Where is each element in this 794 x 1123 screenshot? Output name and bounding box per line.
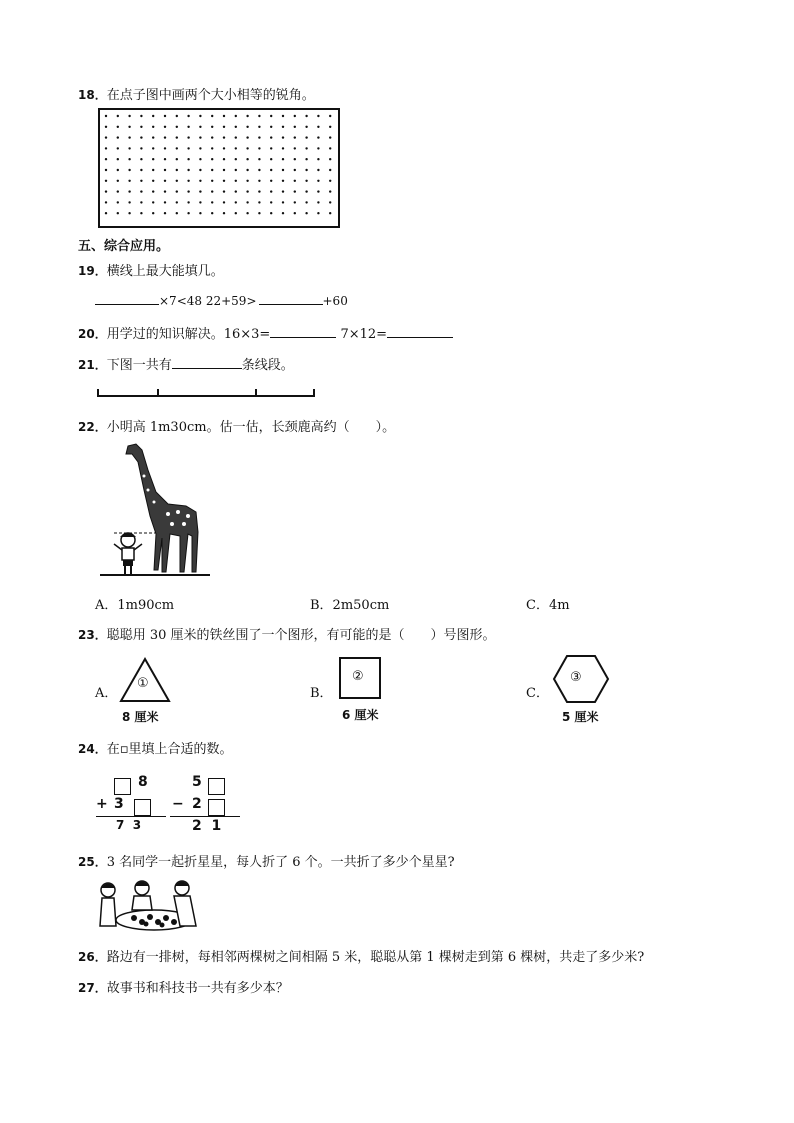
answer-box[interactable] [134, 799, 151, 816]
question-text: 横线上最大能填几。 [106, 264, 224, 279]
question-number: 21． [78, 358, 107, 372]
addition-vertical [96, 772, 166, 836]
answer-box[interactable] [114, 778, 131, 795]
grid-dot[interactable] [305, 158, 307, 160]
grid-dot[interactable] [164, 126, 166, 128]
shape-side-label: 8 厘米 [122, 710, 159, 724]
shape-mark: ② [352, 669, 364, 684]
grid-dot[interactable] [152, 126, 154, 128]
grid-dot[interactable] [270, 201, 272, 203]
grid-dot[interactable] [117, 158, 119, 160]
grid-dot[interactable] [235, 158, 237, 160]
grid-dot[interactable] [317, 212, 319, 214]
question-number: 18． [78, 88, 107, 102]
grid-dot[interactable] [152, 147, 154, 149]
grid-dot[interactable] [140, 136, 142, 138]
grid-dot[interactable] [223, 169, 225, 171]
sum-line [96, 816, 166, 817]
grid-dot[interactable] [246, 136, 248, 138]
grid-dot[interactable] [294, 147, 296, 149]
grid-dot[interactable] [282, 115, 284, 117]
grid-dot[interactable] [258, 169, 260, 171]
grid-dot[interactable] [187, 158, 189, 160]
grid-dot[interactable] [117, 126, 119, 128]
grid-dot[interactable] [199, 169, 201, 171]
grid-dot[interactable] [282, 190, 284, 192]
grid-dot[interactable] [329, 212, 331, 214]
grid-dot[interactable] [164, 190, 166, 192]
grid-dot[interactable] [176, 180, 178, 182]
grid-dot[interactable] [105, 115, 107, 117]
grid-dot[interactable] [187, 212, 189, 214]
q19-expressions [95, 292, 348, 308]
grid-dot[interactable] [305, 212, 307, 214]
grid-dot[interactable] [117, 180, 119, 182]
grid-dot[interactable] [140, 169, 142, 171]
grid-dot[interactable] [176, 212, 178, 214]
expr-2: 22+59> [205, 294, 257, 308]
grid-dot[interactable] [187, 126, 189, 128]
grid-dot[interactable] [282, 201, 284, 203]
grid-dot[interactable] [105, 212, 107, 214]
grid-dot[interactable] [329, 169, 331, 171]
grid-dot[interactable] [176, 147, 178, 149]
grid-dot[interactable] [235, 212, 237, 214]
question-24 [78, 738, 233, 757]
question-text: 下图一共有 [106, 358, 172, 373]
grid-dot[interactable] [282, 136, 284, 138]
grid-dot[interactable] [176, 136, 178, 138]
grid-dot[interactable] [223, 147, 225, 149]
question-21 [78, 354, 294, 373]
grid-dot[interactable] [211, 201, 213, 203]
grid-dot[interactable] [305, 115, 307, 117]
grid-dot[interactable] [164, 180, 166, 182]
grid-dot[interactable] [282, 158, 284, 160]
grid-dot[interactable] [305, 147, 307, 149]
grid-dot[interactable] [211, 190, 213, 192]
grid-dot[interactable] [128, 169, 130, 171]
grid-dot[interactable] [187, 169, 189, 171]
grid-dot[interactable] [282, 180, 284, 182]
grid-dot[interactable] [211, 180, 213, 182]
option-c-letter[interactable]: C． [526, 686, 549, 701]
grid-dot[interactable] [329, 158, 331, 160]
grid-dot[interactable] [223, 126, 225, 128]
grid-dot[interactable] [152, 158, 154, 160]
grid-dot[interactable] [176, 190, 178, 192]
grid-dot[interactable] [187, 136, 189, 138]
operator: + [96, 796, 108, 812]
grid-dot[interactable] [305, 136, 307, 138]
grid-dot[interactable] [294, 201, 296, 203]
question-text: 小明高 1m30cm。估一估，长颈鹿高约（ ）。 [106, 420, 396, 435]
question-text: 在▫里填上合适的数。 [106, 742, 233, 757]
grid-dot[interactable] [152, 115, 154, 117]
grid-dot[interactable] [246, 115, 248, 117]
grid-dot[interactable] [223, 115, 225, 117]
question-text: 路边有一排树，每相邻两棵树之间相隔 5 米，聪聪从第 1 棵树走到第 6 棵树，共走了多少米? [106, 950, 645, 965]
question-number: 27． [78, 981, 107, 995]
grid-dot[interactable] [187, 201, 189, 203]
answer-box[interactable] [208, 799, 225, 816]
grid-dot[interactable] [235, 180, 237, 182]
grid-dot[interactable] [187, 180, 189, 182]
digit: 8 [138, 774, 148, 790]
grid-dot[interactable] [270, 115, 272, 117]
grid-dot[interactable] [128, 115, 130, 117]
grid-dot[interactable] [294, 169, 296, 171]
grid-dot[interactable] [246, 169, 248, 171]
subtraction-vertical [170, 772, 240, 836]
grid-dot[interactable] [140, 190, 142, 192]
grid-dot[interactable] [317, 201, 319, 203]
grid-dot[interactable] [164, 212, 166, 214]
grid-dot[interactable] [199, 126, 201, 128]
grid-dot[interactable] [258, 180, 260, 182]
grid-dot[interactable] [117, 190, 119, 192]
grid-dot[interactable] [270, 212, 272, 214]
grid-dot[interactable] [128, 126, 130, 128]
grid-dot[interactable] [128, 201, 130, 203]
shape-mark: ③ [570, 670, 582, 685]
grid-dot[interactable] [152, 136, 154, 138]
grid-dot[interactable] [329, 201, 331, 203]
grid-dot[interactable] [223, 190, 225, 192]
option-b-letter[interactable]: B． [310, 686, 333, 701]
shape-side-label: 5 厘米 [562, 710, 599, 724]
line-segments-figure [96, 386, 318, 400]
grid-dot[interactable] [270, 180, 272, 182]
grid-dot[interactable] [187, 115, 189, 117]
grid-dot[interactable] [223, 201, 225, 203]
answer-box[interactable] [208, 778, 225, 795]
answer-blank[interactable] [95, 292, 159, 305]
grid-dot[interactable] [140, 201, 142, 203]
question-number: 23． [78, 628, 107, 642]
grid-dot[interactable] [294, 190, 296, 192]
grid-dot[interactable] [164, 136, 166, 138]
grid-dot[interactable] [258, 158, 260, 160]
grid-dot[interactable] [246, 190, 248, 192]
question-text: 在点子图中画两个大小相等的锐角。 [106, 88, 315, 103]
grid-dot[interactable] [105, 136, 107, 138]
section-title: 五、综合应用。 [78, 239, 170, 254]
grid-dot[interactable] [105, 169, 107, 171]
grid-dot[interactable] [164, 115, 166, 117]
grid-dot[interactable] [105, 126, 107, 128]
grid-dot[interactable] [282, 126, 284, 128]
grid-dot[interactable] [270, 126, 272, 128]
grid-dot[interactable] [117, 201, 119, 203]
result: 7 3 [116, 818, 142, 832]
grid-dot[interactable] [140, 147, 142, 149]
question-number: 24． [78, 742, 107, 756]
question-18 [78, 84, 315, 103]
grid-dot[interactable] [258, 201, 260, 203]
grid-dot[interactable] [294, 212, 296, 214]
grid-dot[interactable] [317, 180, 319, 182]
grid-dot[interactable] [258, 190, 260, 192]
grid-dot[interactable] [117, 212, 119, 214]
grid-dot[interactable] [164, 169, 166, 171]
grid-dot[interactable] [317, 169, 319, 171]
question-text: 条线段。 [241, 358, 294, 373]
question-22 [78, 416, 395, 435]
grid-dot[interactable] [235, 115, 237, 117]
question-number: 22． [78, 420, 107, 434]
grid-dot[interactable] [294, 115, 296, 117]
grid-dot[interactable] [105, 147, 107, 149]
grid-dot[interactable] [294, 158, 296, 160]
grid-dot[interactable] [305, 201, 307, 203]
grid-dot[interactable] [211, 212, 213, 214]
question-19 [78, 260, 224, 279]
grid-dot[interactable] [128, 180, 130, 182]
grid-dot[interactable] [117, 115, 119, 117]
grid-dot[interactable] [105, 201, 107, 203]
grid-dot[interactable] [235, 126, 237, 128]
expr-1: ×7<48 [159, 294, 203, 308]
grid-dot[interactable] [199, 212, 201, 214]
grid-dot[interactable] [246, 201, 248, 203]
grid-dot[interactable] [176, 169, 178, 171]
grid-dot[interactable] [235, 169, 237, 171]
option-a[interactable]: A．1m90cm [95, 598, 175, 613]
grid-dot[interactable] [223, 212, 225, 214]
question-number: 20． [78, 327, 107, 341]
grid-dot[interactable] [211, 169, 213, 171]
grid-dot[interactable] [258, 126, 260, 128]
grid-dot[interactable] [270, 147, 272, 149]
grid-dot[interactable] [305, 180, 307, 182]
question-25 [78, 851, 455, 870]
grid-dot[interactable] [187, 147, 189, 149]
grid-dot[interactable] [270, 136, 272, 138]
grid-dot[interactable] [187, 190, 189, 192]
grid-dot[interactable] [176, 115, 178, 117]
grid-dot[interactable] [199, 158, 201, 160]
grid-dot[interactable] [164, 201, 166, 203]
grid-dot[interactable] [199, 147, 201, 149]
grid-dot[interactable] [294, 180, 296, 182]
grid-dot[interactable] [211, 158, 213, 160]
digit: 2 [192, 796, 202, 812]
answer-blank[interactable] [387, 325, 453, 338]
question-text-mid: 7×12= [336, 327, 388, 342]
grid-dot[interactable] [258, 147, 260, 149]
grid-dot[interactable] [152, 169, 154, 171]
grid-dot[interactable] [140, 180, 142, 182]
grid-dot[interactable] [270, 190, 272, 192]
grid-dot[interactable] [282, 169, 284, 171]
answer-blank[interactable] [270, 325, 336, 338]
grid-dot[interactable] [317, 126, 319, 128]
shape-mark: ① [137, 676, 149, 691]
grid-dot[interactable] [152, 212, 154, 214]
grid-dot[interactable] [128, 190, 130, 192]
option-b[interactable]: B．2m50cm [310, 598, 390, 613]
grid-dot[interactable] [294, 136, 296, 138]
grid-dot[interactable] [164, 147, 166, 149]
grid-dot[interactable] [199, 180, 201, 182]
grid-dot[interactable] [235, 147, 237, 149]
expr-3: +60 [322, 294, 348, 308]
grid-dot[interactable] [199, 136, 201, 138]
option-c[interactable]: C．4m [526, 598, 570, 613]
grid-dot[interactable] [105, 158, 107, 160]
grid-dot[interactable] [258, 212, 260, 214]
grid-dot[interactable] [223, 158, 225, 160]
question-text: 聪聪用 30 厘米的铁丝围了一个图形，有可能的是（ ）号图形。 [106, 628, 496, 643]
grid-dot[interactable] [140, 126, 142, 128]
grid-dot[interactable] [282, 147, 284, 149]
answer-blank[interactable] [259, 292, 323, 305]
grid-dot[interactable] [246, 126, 248, 128]
question-number: 19． [78, 264, 107, 278]
grid-dot[interactable] [117, 169, 119, 171]
digit: 3 [114, 796, 124, 812]
question-27 [78, 977, 289, 996]
digit: 5 [192, 774, 202, 790]
grid-dot[interactable] [128, 136, 130, 138]
grid-dot[interactable] [152, 190, 154, 192]
grid-dot[interactable] [270, 158, 272, 160]
grid-dot[interactable] [305, 169, 307, 171]
grid-dot[interactable] [199, 115, 201, 117]
grid-dot[interactable] [164, 158, 166, 160]
grid-dot[interactable] [235, 201, 237, 203]
grid-dot[interactable] [329, 147, 331, 149]
grid-dot[interactable] [294, 126, 296, 128]
grid-dot[interactable] [305, 190, 307, 192]
operator: − [172, 796, 184, 812]
grid-dot[interactable] [246, 212, 248, 214]
question-number: 26． [78, 950, 107, 964]
grid-dot[interactable] [117, 136, 119, 138]
answer-blank[interactable] [172, 356, 242, 369]
grid-dot[interactable] [329, 126, 331, 128]
grid-dot[interactable] [152, 201, 154, 203]
grid-dot[interactable] [235, 136, 237, 138]
grid-dot[interactable] [140, 158, 142, 160]
dot-grid[interactable] [98, 108, 340, 228]
grid-dot[interactable] [282, 212, 284, 214]
grid-dot[interactable] [176, 158, 178, 160]
question-text: 3 名同学一起折星星，每人折了 6 个。一共折了多少个星星? [106, 855, 455, 870]
grid-dot[interactable] [152, 180, 154, 182]
grid-dot[interactable] [128, 212, 130, 214]
grid-dot[interactable] [211, 136, 213, 138]
grid-dot[interactable] [128, 147, 130, 149]
grid-dot[interactable] [117, 147, 119, 149]
grid-dot[interactable] [199, 190, 201, 192]
question-text: 用学过的知识解决。16×3= [106, 327, 271, 342]
question-number: 25． [78, 855, 107, 869]
grid-dot[interactable] [223, 180, 225, 182]
grid-dot[interactable] [329, 115, 331, 117]
question-23 [78, 624, 496, 643]
grid-dot[interactable] [176, 201, 178, 203]
grid-dot[interactable] [317, 115, 319, 117]
grid-dot[interactable] [317, 147, 319, 149]
grid-dot[interactable] [305, 126, 307, 128]
giraffe-and-boy-illustration [98, 440, 212, 578]
grid-dot[interactable] [317, 136, 319, 138]
grid-dot[interactable] [140, 212, 142, 214]
grid-dot[interactable] [105, 190, 107, 192]
grid-dot[interactable] [128, 158, 130, 160]
grid-dot[interactable] [211, 147, 213, 149]
grid-dot[interactable] [317, 158, 319, 160]
result: 2 1 [192, 818, 222, 834]
question-20 [78, 323, 453, 342]
grid-dot[interactable] [105, 180, 107, 182]
grid-dot[interactable] [329, 136, 331, 138]
question-26 [78, 946, 644, 965]
difference-line [170, 816, 240, 817]
grid-dot[interactable] [329, 180, 331, 182]
grid-dot[interactable] [317, 190, 319, 192]
grid-dot[interactable] [199, 201, 201, 203]
children-folding-stars-illustration [96, 876, 206, 934]
grid-dot[interactable] [211, 126, 213, 128]
grid-dot[interactable] [246, 180, 248, 182]
grid-dot[interactable] [235, 190, 237, 192]
grid-dot[interactable] [329, 190, 331, 192]
grid-dot[interactable] [258, 136, 260, 138]
question-text: 故事书和科技书一共有多少本？ [106, 981, 289, 996]
grid-dot[interactable] [258, 115, 260, 117]
grid-dot[interactable] [246, 147, 248, 149]
shape-side-label: 6 厘米 [342, 708, 379, 722]
grid-dot[interactable] [176, 126, 178, 128]
option-a-letter[interactable]: A． [95, 686, 118, 701]
grid-dot[interactable] [270, 169, 272, 171]
grid-dot[interactable] [223, 136, 225, 138]
grid-dot[interactable] [246, 158, 248, 160]
grid-dot[interactable] [140, 115, 142, 117]
grid-dot[interactable] [211, 115, 213, 117]
